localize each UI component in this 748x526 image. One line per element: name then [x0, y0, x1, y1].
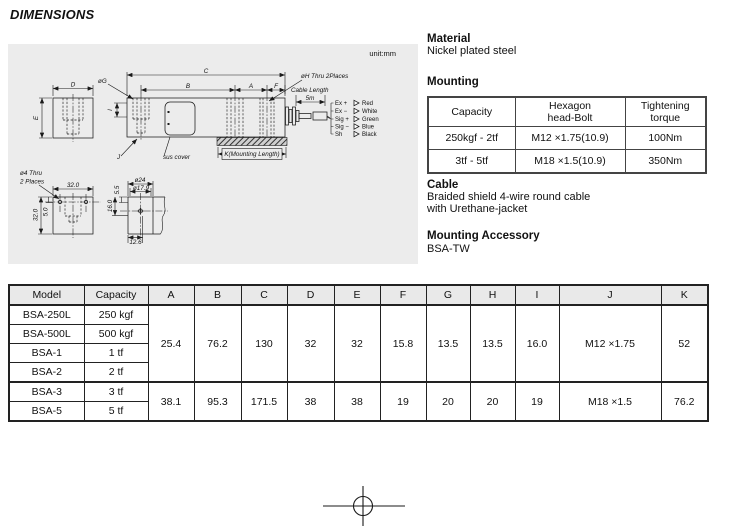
torque-cell: 100Nm [625, 127, 706, 150]
phiH-callout: øH Thru 2Places [301, 73, 349, 80]
value-cell-D: 32 [287, 305, 334, 382]
spec-table-header-row [9, 285, 708, 305]
dim-phi17-9: ø17.9 [132, 185, 150, 192]
spec-col-header: G [426, 285, 470, 305]
side-view [98, 68, 379, 161]
value-cell-K: 76.2 [661, 382, 708, 421]
phi4-callout-line1: ø4 Thru [20, 170, 43, 177]
dim-D-label: D [70, 81, 76, 89]
spec-col-header: C [241, 285, 287, 305]
bolt-cell: M18 ×1.5(10.9) [515, 150, 625, 174]
spec-col-header: E [334, 285, 380, 305]
value-cell-C: 171.5 [241, 382, 287, 421]
value-cell-H: 13.5 [470, 305, 515, 382]
mounting-table-row [428, 127, 706, 150]
phi4-callout-line2: 2 Places [20, 178, 45, 186]
accessory-value: BSA-TW [427, 243, 470, 255]
wiring-legend [327, 100, 379, 138]
spec-col-header: D [287, 285, 334, 305]
capacity-cell: 2 tf [84, 363, 148, 383]
mounting-col-capacity: Capacity [428, 97, 515, 127]
wire-signal: Sh [335, 132, 343, 139]
wire-color: Black [362, 132, 377, 139]
dim-32-left: 32.0 [32, 208, 40, 222]
capacity-cell: 3tf - 5tf [428, 150, 515, 174]
wire-signal: Sig + [335, 117, 349, 124]
torque-cell: 350Nm [625, 150, 706, 174]
mounting-col-bolt: Hexagon head-Bolt [515, 97, 625, 127]
spec-col-header: Capacity [84, 285, 148, 305]
spec-col-header: I [515, 285, 559, 305]
value-cell-E: 32 [334, 305, 380, 382]
wire-color: Blue [362, 124, 375, 131]
value-cell-K: 52 [661, 305, 708, 382]
spec-table-row [9, 305, 708, 325]
dim-16: 16.0 [107, 199, 114, 213]
sus-cover-label: sus cover [163, 154, 190, 161]
capacity-cell: 1 tf [84, 344, 148, 363]
bolt-cell: M12 ×1.75(10.9) [515, 127, 625, 150]
wire-signal: Ex − [335, 109, 348, 116]
wire-color: White [362, 109, 378, 116]
spec-table [8, 284, 709, 422]
dim-E-label: E [33, 115, 40, 121]
dim-5: 5.0 [42, 207, 50, 217]
wire-signal: Sig − [335, 124, 349, 131]
section-view [107, 177, 168, 246]
dim-32-top: 32.0 [66, 182, 80, 189]
capacity-cell: 3 tf [84, 382, 148, 402]
dim-C-label: C [203, 68, 209, 75]
cable-5m-label: 5m [305, 95, 315, 102]
dim-I-label: I [107, 109, 114, 111]
capacity-cell: 5 tf [84, 402, 148, 422]
dimension-drawing [8, 44, 418, 264]
cable-length-label: Cable Length [291, 87, 329, 94]
model-cell: BSA-3 [9, 382, 84, 402]
value-cell-G: 20 [426, 382, 470, 421]
value-cell-B: 95.3 [194, 382, 241, 421]
accessory-heading: Mounting Accessory [427, 230, 540, 242]
model-cell: BSA-500L [9, 325, 84, 344]
value-cell-B: 76.2 [194, 305, 241, 382]
wire-signal: Ex + [335, 101, 348, 108]
dim-F-label: F [274, 83, 278, 90]
wire-arrow-icon [354, 116, 359, 121]
dim-B-label: B [185, 83, 191, 90]
phiG-callout: øG [98, 78, 107, 85]
end-view [33, 82, 93, 143]
wire-color: Red [362, 101, 374, 108]
unit-label: unit:mm [369, 49, 396, 58]
value-cell-J: M12 ×1.75 [559, 305, 661, 382]
value-cell-F: 15.8 [380, 305, 426, 382]
spec-col-header: Model [9, 285, 84, 305]
value-cell-A: 38.1 [148, 382, 194, 421]
dimension-drawing-panel [8, 44, 418, 264]
wire-color: Green [362, 117, 379, 124]
spec-col-header: H [470, 285, 515, 305]
model-cell: BSA-1 [9, 344, 84, 363]
page-title: DIMENSIONS [10, 7, 95, 22]
k-mounting-label: K(Mounting Length) [224, 151, 280, 158]
mounting-hatch [217, 138, 287, 146]
cable-heading: Cable [427, 179, 459, 191]
mounting-face-view [19, 170, 101, 238]
model-cell: BSA-5 [9, 402, 84, 422]
cable-gland [286, 107, 331, 125]
value-cell-H: 20 [470, 382, 515, 421]
dim-phi24: ø24 [134, 177, 146, 184]
mounting-col-torque: Tightening torque [625, 97, 706, 127]
value-cell-C: 130 [241, 305, 287, 382]
capacity-cell: 500 kgf [84, 325, 148, 344]
wire-arrow-icon [354, 100, 359, 105]
spec-col-header: A [148, 285, 194, 305]
model-cell: BSA-250L [9, 305, 84, 325]
dim-J-label: J [117, 154, 121, 161]
material-heading: Material [427, 33, 471, 45]
value-cell-I: 19 [515, 382, 559, 421]
model-cell: BSA-2 [9, 363, 84, 383]
spec-col-header: B [194, 285, 241, 305]
material-value: Nickel plated steel [427, 45, 517, 57]
wire-arrow-icon [354, 124, 359, 129]
mounting-table [427, 96, 707, 174]
sus-cover-plate [165, 102, 195, 135]
value-cell-I: 16.0 [515, 305, 559, 382]
cable-line1: Braided shield 4-wire round cable [427, 191, 591, 203]
registration-mark-icon [318, 483, 414, 526]
capacity-cell: 250kgf - 2tf [428, 127, 515, 150]
spec-col-header: J [559, 285, 661, 305]
value-cell-A: 25.4 [148, 305, 194, 382]
wire-arrow-icon [354, 131, 359, 136]
wire-arrow-icon [354, 108, 359, 113]
spec-col-header: K [661, 285, 708, 305]
value-cell-J: M18 ×1.5 [559, 382, 661, 421]
value-cell-G: 13.5 [426, 305, 470, 382]
cable-line2: with Urethane-jacket [427, 203, 528, 215]
mounting-heading: Mounting [427, 76, 479, 88]
mounting-table-row [428, 150, 706, 174]
spec-table-row [9, 382, 708, 402]
value-cell-D: 38 [287, 382, 334, 421]
dim-12-6: 12.6 [129, 239, 142, 246]
dim-5-5: 5.5 [114, 185, 121, 195]
dim-A-label: A [248, 83, 254, 90]
value-cell-F: 19 [380, 382, 426, 421]
capacity-cell: 250 kgf [84, 305, 148, 325]
spec-col-header: F [380, 285, 426, 305]
mounting-table-header-row [428, 97, 706, 127]
value-cell-E: 38 [334, 382, 380, 421]
